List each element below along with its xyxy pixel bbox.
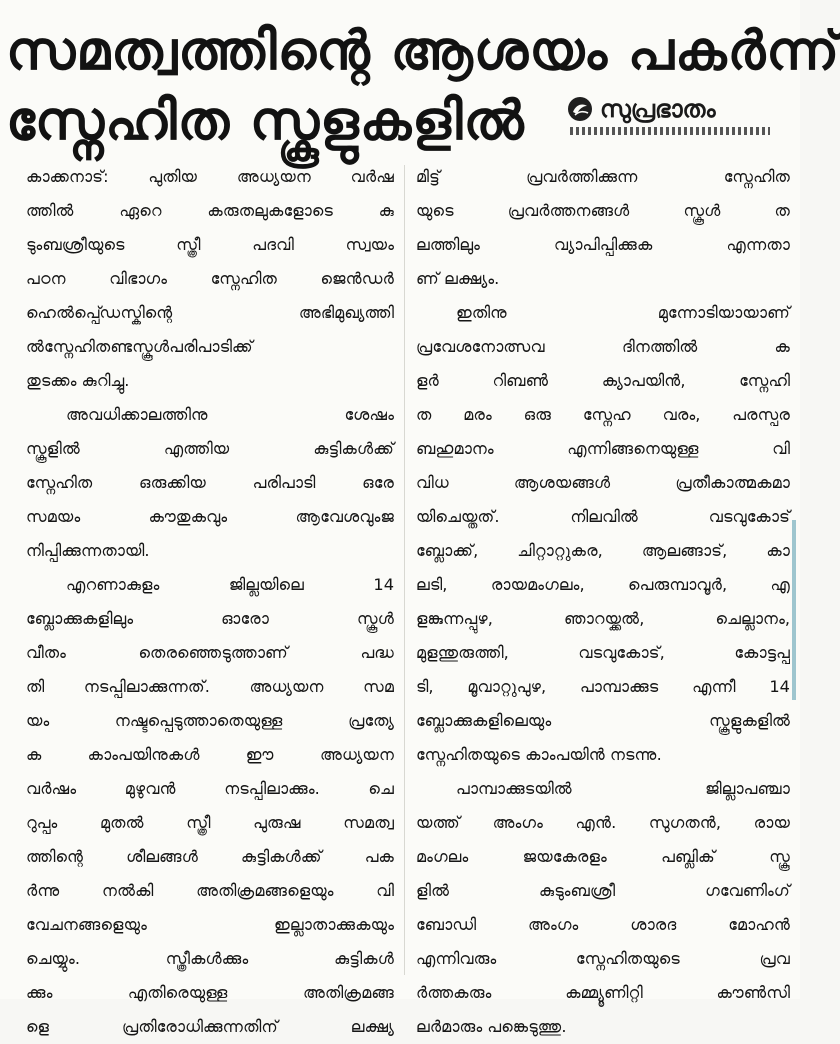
- article-line: ണ് ലക്ഷ്യം.: [416, 269, 500, 288]
- article-line: ഹെൽപ്പ്ഡെസ്കിന്റെ അഭിമുഖ്യത്തി: [26, 303, 394, 322]
- headline-line-1: സമത്വത്തിന്റെ ആശയം പകർന്ന്: [6, 19, 840, 82]
- masthead-dotted-rule: [570, 127, 770, 135]
- article-line: ടുംബശ്രീയുടെ സ്ത്രീ പദവി സ്വയം: [26, 235, 394, 254]
- article-line: ക കാംപയിനുകൾ ഈ അധ്യയന: [26, 745, 394, 764]
- article-line: ബ്ലോക്കുകളിലെയും സ്കൂളുകളിൽ: [416, 711, 790, 730]
- article-line: ർന്നു നൽകി അതിക്രമങ്ങളെയും വി: [26, 881, 394, 900]
- article-line: വേചനങ്ങളെയും ഇല്ലാതാക്കുകയും: [26, 915, 394, 934]
- article-line: പ്രവേശനോത്സവ ദിനത്തിൽ ക: [416, 337, 790, 356]
- article-line: ൽസ്നേഹിതണ്ടസ്കൂൾപരിപാടിക്ക്: [26, 337, 253, 356]
- article-line: ലത്തിലും വ്യാപിപ്പിക്കുക എന്നതാ: [416, 235, 790, 254]
- article-line: ത മരം ഒരു സ്നേഹ വരം, പരസ്പര: [416, 405, 790, 424]
- article-line: ർത്തകരും കമ്മ്യൂണിറ്റി കൗൺസി: [416, 983, 790, 1002]
- article-line: എന്നിവരും സ്നേഹിതയുടെ പ്രവ: [416, 949, 790, 968]
- article-line: സമയം കൗതുകവും ആവേശവുംജ: [26, 507, 394, 526]
- article-line: വിധ ആശയങ്ങൾ പ്രതീകാത്മകമാ: [416, 473, 790, 492]
- article-line: പഠന വിഭാഗം സ്നേഹിത ജെൻഡർ: [26, 269, 394, 288]
- article-line: ടി, മൂവാറ്റുപുഴ, പാമ്പാക്കുട എന്നീ 14: [416, 677, 790, 696]
- article-line: പാമ്പാക്കുടയിൽ ജില്ലാപഞ്ചാ: [456, 779, 790, 798]
- article-line: ചെയ്യും. സ്ത്രീകൾക്കും കുട്ടികൾ: [26, 949, 394, 968]
- article-line: സ്നേഹിത ഒരുക്കിയ പരിപാടി ഒരേ: [26, 473, 394, 492]
- article-line: ബോഡി അംഗം ശാരദ മോഹൻ: [416, 915, 790, 934]
- article-line: ഇതിനു മുന്നോടിയായാണ്: [456, 303, 790, 322]
- article-line: തുടക്കം കുറിച്ചു.: [26, 371, 130, 390]
- article-line: യം നഷ്ടപ്പെടുത്താതെയുള്ള പ്രത്യേ: [26, 711, 394, 730]
- article-line: എറണാകുളം ജില്ലയിലെ 14: [66, 575, 394, 594]
- article-line: ബ്ലോക്ക്, ചിറ്റാറ്റുകര, ആലങ്ങാട്, കാ: [416, 541, 790, 560]
- article-column-right: [416, 160, 790, 1044]
- article-line: തി നടപ്പിലാക്കുന്നത്. അധ്യയന സമ: [26, 677, 394, 696]
- article-line: ളങ്കുന്നപ്പുഴ, ഞാറയ്ക്കൽ, ചെല്ലാനം,: [416, 609, 790, 628]
- article-line: മംഗലം ജയകേരളം പബ്ലിക് സ്കൂ: [416, 847, 790, 866]
- article-line: ളെ പ്രതിരോധിക്കുന്നതിന് ലക്ഷ്യ: [26, 1017, 394, 1036]
- article-line: നിപ്പിക്കുന്നതായി.: [26, 541, 150, 560]
- article-line: അവധിക്കാലത്തിനു ശേഷം: [66, 405, 394, 424]
- article-line: മുളന്തുരുത്തി, വടവുകോട്, കോട്ടപ്പ: [416, 643, 790, 662]
- source-name: സുപ്രഭാതം: [600, 95, 716, 123]
- article-line: റുപ്പം മുതൽ സ്ത്രീ പുരുഷ സമത്വ: [26, 813, 394, 832]
- source-masthead: [566, 95, 776, 145]
- article-line: മിട്ട് പ്രവർത്തിക്കുന്ന സ്നേഹിത: [416, 167, 790, 186]
- article-line: സ്കൂളിൽ എത്തിയ കുട്ടികൾക്ക്: [26, 439, 394, 458]
- article-column-left: [26, 160, 394, 1044]
- article-line: ളർ റിബൺ ക്യാപയിൻ, സ്നേഹി: [416, 371, 790, 390]
- article-line: ത്തിൽ ഏറെ കരുതലുകളോടെ കു: [26, 201, 394, 220]
- page-edge-mark: [792, 520, 796, 700]
- article-line: വീതം തെരഞ്ഞെടുത്താണ് പദ്ധ: [26, 643, 394, 662]
- article-line: ബഹുമാനം എന്നിങ്ങനെയുള്ള വി: [416, 439, 790, 458]
- article-line: യത്ത് അംഗം എൻ. സുഗതൻ, രായ: [416, 813, 790, 832]
- suprabhatham-logo-icon: [566, 95, 594, 123]
- article-line: ബ്ലോക്കുകളിലും ഓരോ സ്കൂൾ: [26, 609, 394, 628]
- column-divider: [404, 165, 405, 975]
- article-line: ത്തിന്റെ ശീലങ്ങൾ കുട്ടികൾക്ക് പക: [26, 847, 394, 866]
- article-line: യുടെ പ്രവർത്തനങ്ങൾ സ്കൂൾ ത: [416, 201, 790, 220]
- article-line: ളിൽ കുടുംബശ്രീ ഗവേണിംഗ്: [416, 881, 790, 900]
- article-line: ലടി, രായമംഗലം, പെരുമ്പാവൂർ, എ: [416, 575, 790, 594]
- article-line: ലർമാരും പങ്കെടുത്തു.: [416, 1017, 567, 1036]
- article-line: ക്കും എതിരെയുള്ള അതിക്രമങ്ങ: [26, 983, 394, 1002]
- article-line: സ്നേഹിതയുടെ കാംപയിൻ നടന്നു.: [416, 745, 662, 764]
- article-line: വർഷം മുഴുവൻ നടപ്പിലാക്കും. ചെ: [26, 779, 394, 798]
- article-line: യിചെയ്തത്. നിലവിൽ വടവുകോട്: [416, 507, 790, 526]
- article-line: കാക്കനാട്: പുതിയ അധ്യയന വർഷ: [26, 167, 394, 186]
- headline-line-2: സ്നേഹിത സ്കൂളുകളിൽ: [6, 89, 525, 152]
